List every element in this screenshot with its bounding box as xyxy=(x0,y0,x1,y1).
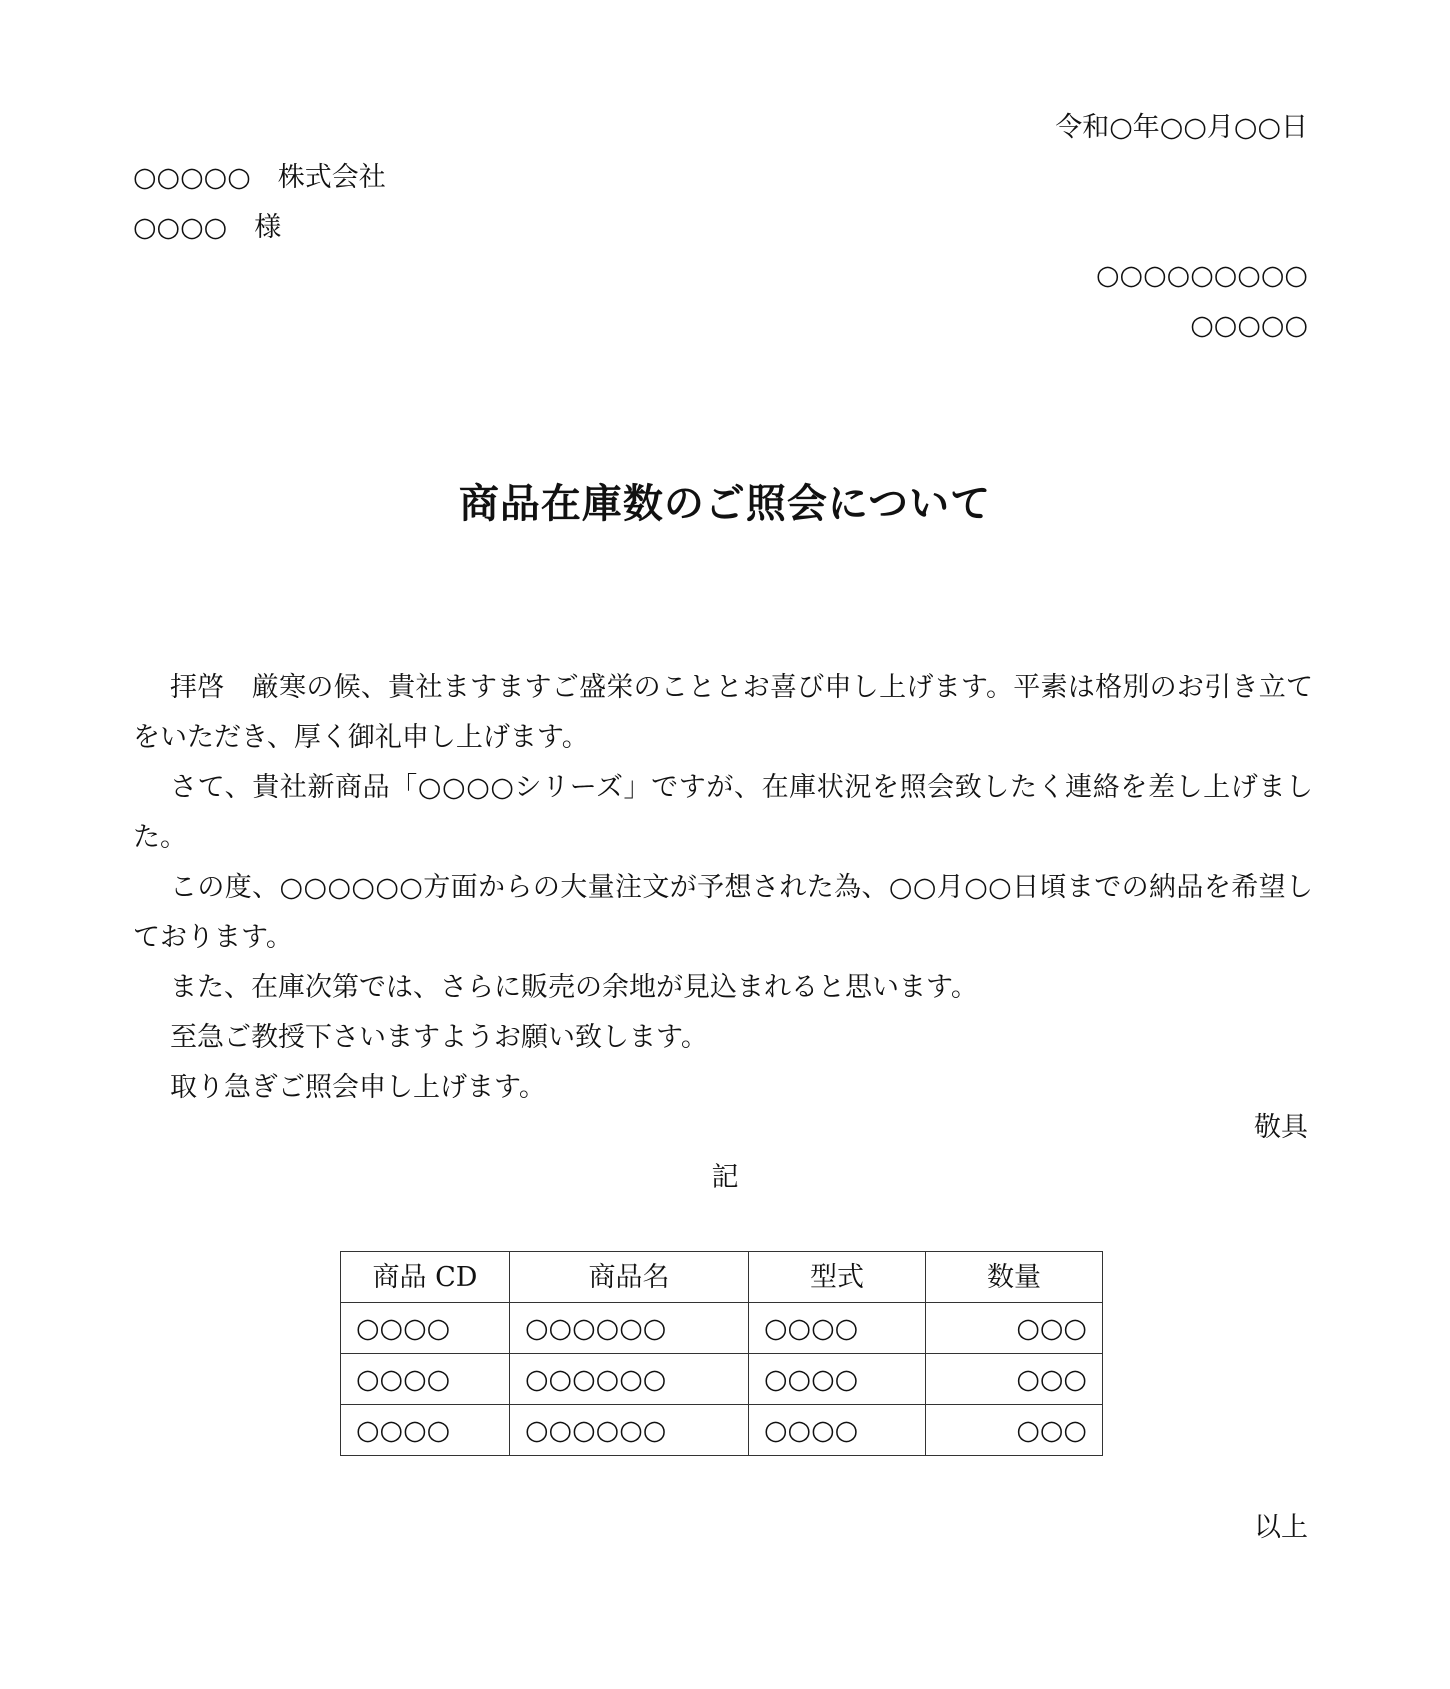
cell-product-name: ○○○○○○ xyxy=(510,1303,749,1354)
sender-line-2: ○○○○○ xyxy=(1190,310,1308,341)
column-header-quantity: 数量 xyxy=(926,1252,1103,1303)
cell-product-name: ○○○○○○ xyxy=(510,1354,749,1405)
recipient-person: ○○○○ 様 xyxy=(133,212,282,243)
items-table xyxy=(340,1251,1103,1456)
closing-ijou: 以上 xyxy=(1254,1512,1308,1543)
column-header-model: 型式 xyxy=(749,1252,926,1303)
letter-body xyxy=(133,663,1313,1113)
cell-product-cd: ○○○○ xyxy=(341,1405,510,1456)
column-header-product-name: 商品名 xyxy=(510,1252,749,1303)
table-row xyxy=(341,1303,1103,1354)
sender-line-1: ○○○○○○○○○ xyxy=(1095,260,1308,291)
cell-model: ○○○○ xyxy=(749,1405,926,1456)
column-header-product-cd: 商品 CD xyxy=(341,1252,510,1303)
body-paragraph: 至急ご教授下さいますようお願い致します。 xyxy=(170,1022,708,1053)
cell-model: ○○○○ xyxy=(749,1354,926,1405)
cell-product-name: ○○○○○○ xyxy=(510,1405,749,1456)
body-paragraph: さて、貴社新商品「○○○○シリーズ」ですが、在庫状況を照会致したく連絡を差し上げました。 xyxy=(133,772,1313,853)
recipient-company: ○○○○○ 株式会社 xyxy=(133,162,386,193)
body-paragraph: また、在庫次第では、さらに販売の余地が見込まれると思います。 xyxy=(170,972,978,1003)
cell-model: ○○○○ xyxy=(749,1303,926,1354)
table-row xyxy=(341,1354,1103,1405)
body-paragraph: 拝啓 厳寒の候、貴社ますますご盛栄のこととお喜び申し上げます。平素は格別のお引き立てをいただき、厚く御礼申し上げます。 xyxy=(133,672,1313,753)
cell-product-cd: ○○○○ xyxy=(341,1354,510,1405)
closing-keigu: 敬具 xyxy=(1254,1112,1308,1143)
table-header-row xyxy=(341,1252,1103,1303)
cell-product-cd: ○○○○ xyxy=(341,1303,510,1354)
cell-quantity: ○○○ xyxy=(926,1303,1103,1354)
ki-heading: 記 xyxy=(711,1162,739,1193)
letter-date: 令和○年○○月○○日 xyxy=(1055,112,1308,143)
cell-quantity: ○○○ xyxy=(926,1405,1103,1456)
table-row xyxy=(341,1405,1103,1456)
body-paragraph: この度、○○○○○○方面からの大量注文が予想された為、○○月○○日頃までの納品を希望しております。 xyxy=(133,872,1313,953)
body-paragraph: 取り急ぎご照会申し上げます。 xyxy=(170,1072,546,1103)
cell-quantity: ○○○ xyxy=(926,1354,1103,1405)
letter-title: 商品在庫数のご照会について xyxy=(458,480,992,527)
